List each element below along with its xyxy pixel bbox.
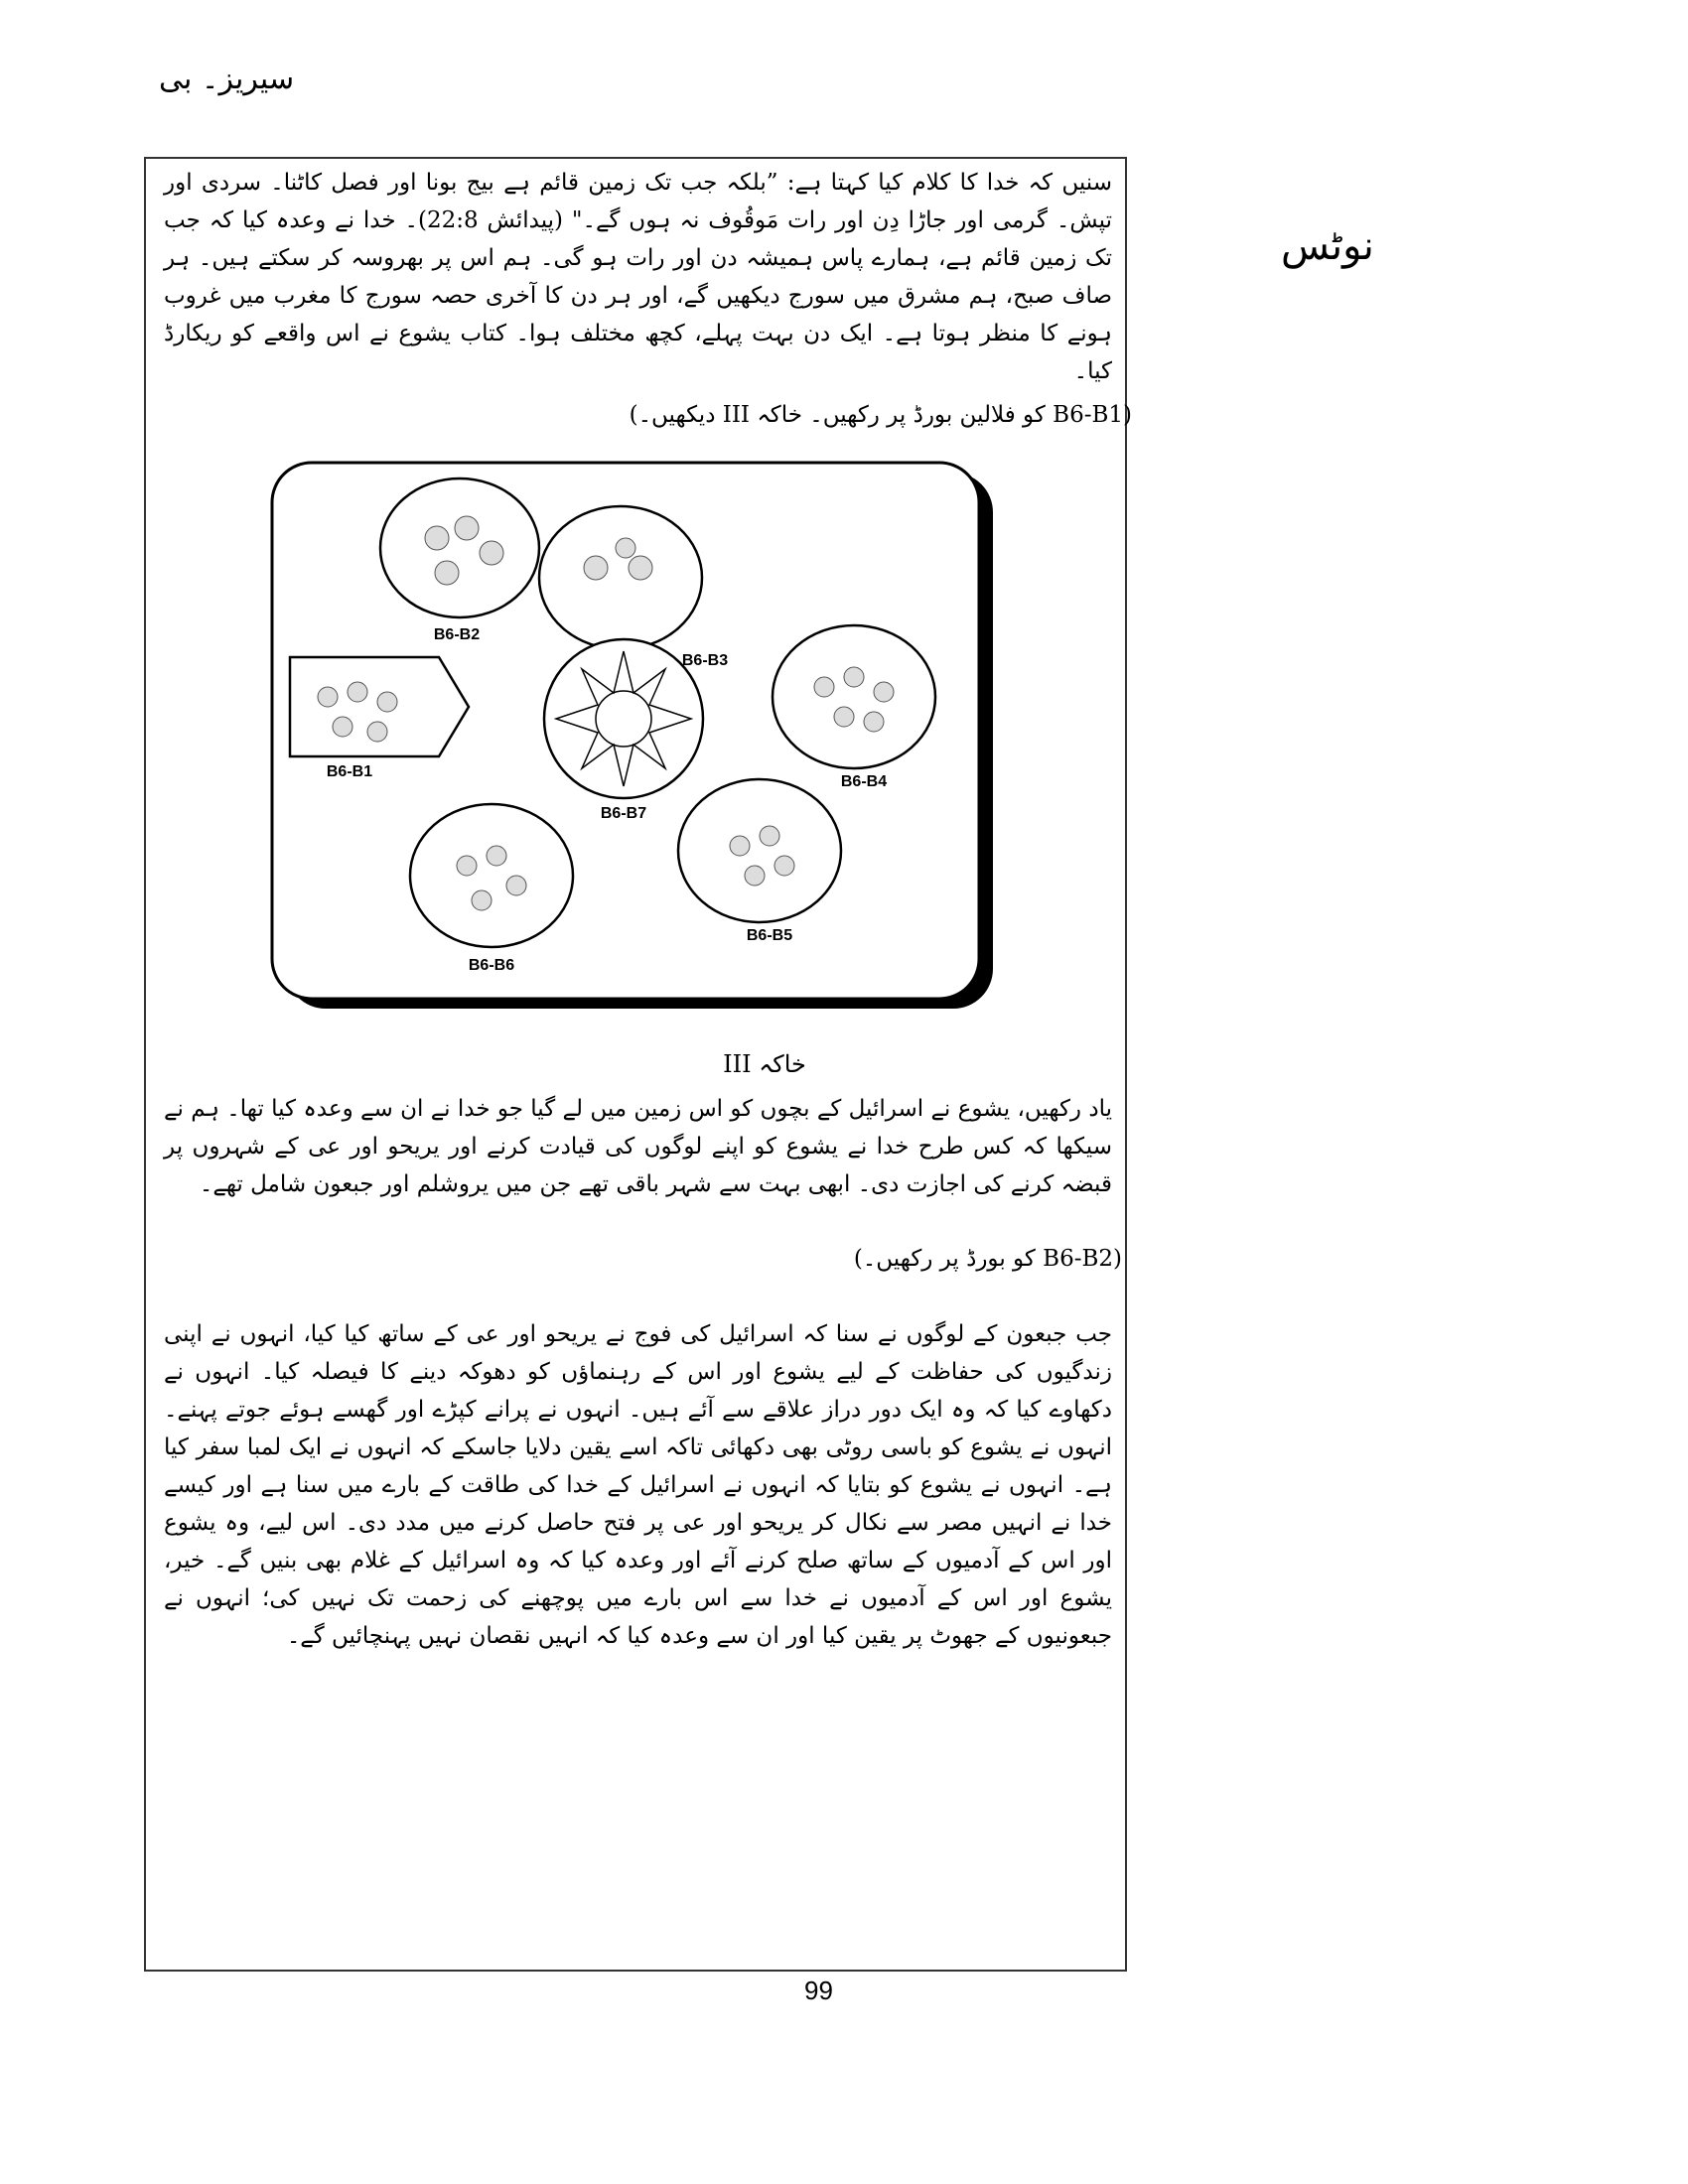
label-b6-b5: B6-B5 — [746, 927, 793, 944]
notes-margin-label: نوٹس — [1281, 223, 1374, 269]
scene-b6 — [410, 804, 573, 947]
scene-b3 — [539, 506, 702, 649]
series-header: سیریز۔ بی — [159, 62, 295, 96]
label-b6-b3: B6-B3 — [681, 652, 729, 669]
figure-caption: خاکہ III — [723, 1050, 806, 1078]
page-number: 99 — [804, 1976, 833, 2005]
label-b6-b1: B6-B1 — [326, 763, 373, 780]
instruction-2: (B6-B2 کو بورڈ پر رکھیں۔) — [853, 1246, 1122, 1272]
scene-b5 — [678, 779, 841, 922]
scene-b2 — [380, 478, 539, 617]
scene-b7-sun — [544, 639, 703, 798]
paragraph-3: جب جبعون کے لوگوں نے سنا کہ اسرائیل کی فوج نے یریحو اور عی کے ساتھ کیا کیا، انہوں نے اپنی زندگیوں کی حفاظت کے لیے یشوع اور اس کے رہنماؤں کو دھوکہ دینے کا فیصلہ کیا۔ انہوں نے دکھاوے کیا کہ وہ ایک دور دراز علاقے سے آئے ہیں۔ انہوں نے پرانے کپڑے اور گھسے ہوئے جوتے پہنے۔ انہوں نے یشوع کو باسی روٹی بھی دکھائی تاکہ اسے یقین دلایا جاسکے کہ انہوں نے ایک لمبا سفر کیا ہے۔ انہوں نے یشوع کو بتایا کہ انہوں نے اسرائیل کے خدا کی طاقت کے بارے میں سنا ہے اور کیسے خدا نے انہیں مصر سے نکال کر یریحو اور عی پر فتح حاصل کرنے میں مدد دی۔ اس لیے، وہ یشوع اور اس کے آدمیوں کے ساتھ صلح کرنے آئے اور وعدہ کیا کہ وہ اسرائیل کے غلام بھی بنیں گے۔ خیر، یشوع اور اس کے آدمیوں نے خدا سے اس بارے میں پوچھنے کی زحمت تک نہیں کی؛ انہوں نے جبعونیوں کے جھوٹ پر یقین کیا اور ان سے وعدہ کیا کہ انہیں نقصان نہیں پہنچائیں گے۔ — [164, 1321, 1112, 1649]
label-b6-b7: B6-B7 — [600, 805, 647, 822]
figure-3-illustration — [268, 459, 1003, 1015]
label-b6-b4: B6-B4 — [840, 773, 888, 790]
instruction-1: (B6-B1 کو فلالین بورڈ پر رکھیں۔ خاکہ III دیکھیں۔) — [629, 402, 1132, 428]
paragraph-2: یاد رکھیں، یشوع نے اسرائیل کے بچوں کو اس زمین میں لے گیا جو خدا نے ان سے وعدہ کیا تھا۔ ہم نے سیکھا کہ کس طرح خدا نے یشوع کو اپنے لوگوں کی قیادت کرنے اور یریحو اور عی کے شہروں پر قبضہ کرنے کی اجازت دی۔ ابھی بہت سے شہر باقی تھے جن میں یروشلم اور جبعون شامل تھے۔ — [164, 1096, 1112, 1197]
label-b6-b6: B6-B6 — [468, 957, 515, 974]
paragraph-1: سنیں کہ خدا کا کلام کیا کہتا ہے: ”بلکہ جب تک زمین قائم ہے بیج بونا اور فصل کاٹنا۔ سردی اور تپش۔ گرمی اور جاڑا دِن اور رات مَوقُوف نہ ہوں گے۔" (پیدائش 22:8)۔ خدا نے وعدہ کیا کہ جب تک زمین قائم ہے، ہمارے پاس ہمیشہ دن اور رات ہو گی۔ ہم اس پر بھروسہ کر سکتے ہیں۔ ہر صاف صبح، ہم مشرق میں سورج دیکھیں گے، اور ہر دن کا آخری حصہ سورج کا مغرب میں غروب ہونے کا منظر ہوتا ہے۔ ایک دن بہت پہلے، کچھ مختلف ہوا۔ کتاب یشوع نے اس واقعے کو ریکارڈ کیا۔ — [164, 170, 1112, 384]
label-b6-b2: B6-B2 — [433, 626, 481, 643]
scene-b4 — [773, 625, 935, 768]
